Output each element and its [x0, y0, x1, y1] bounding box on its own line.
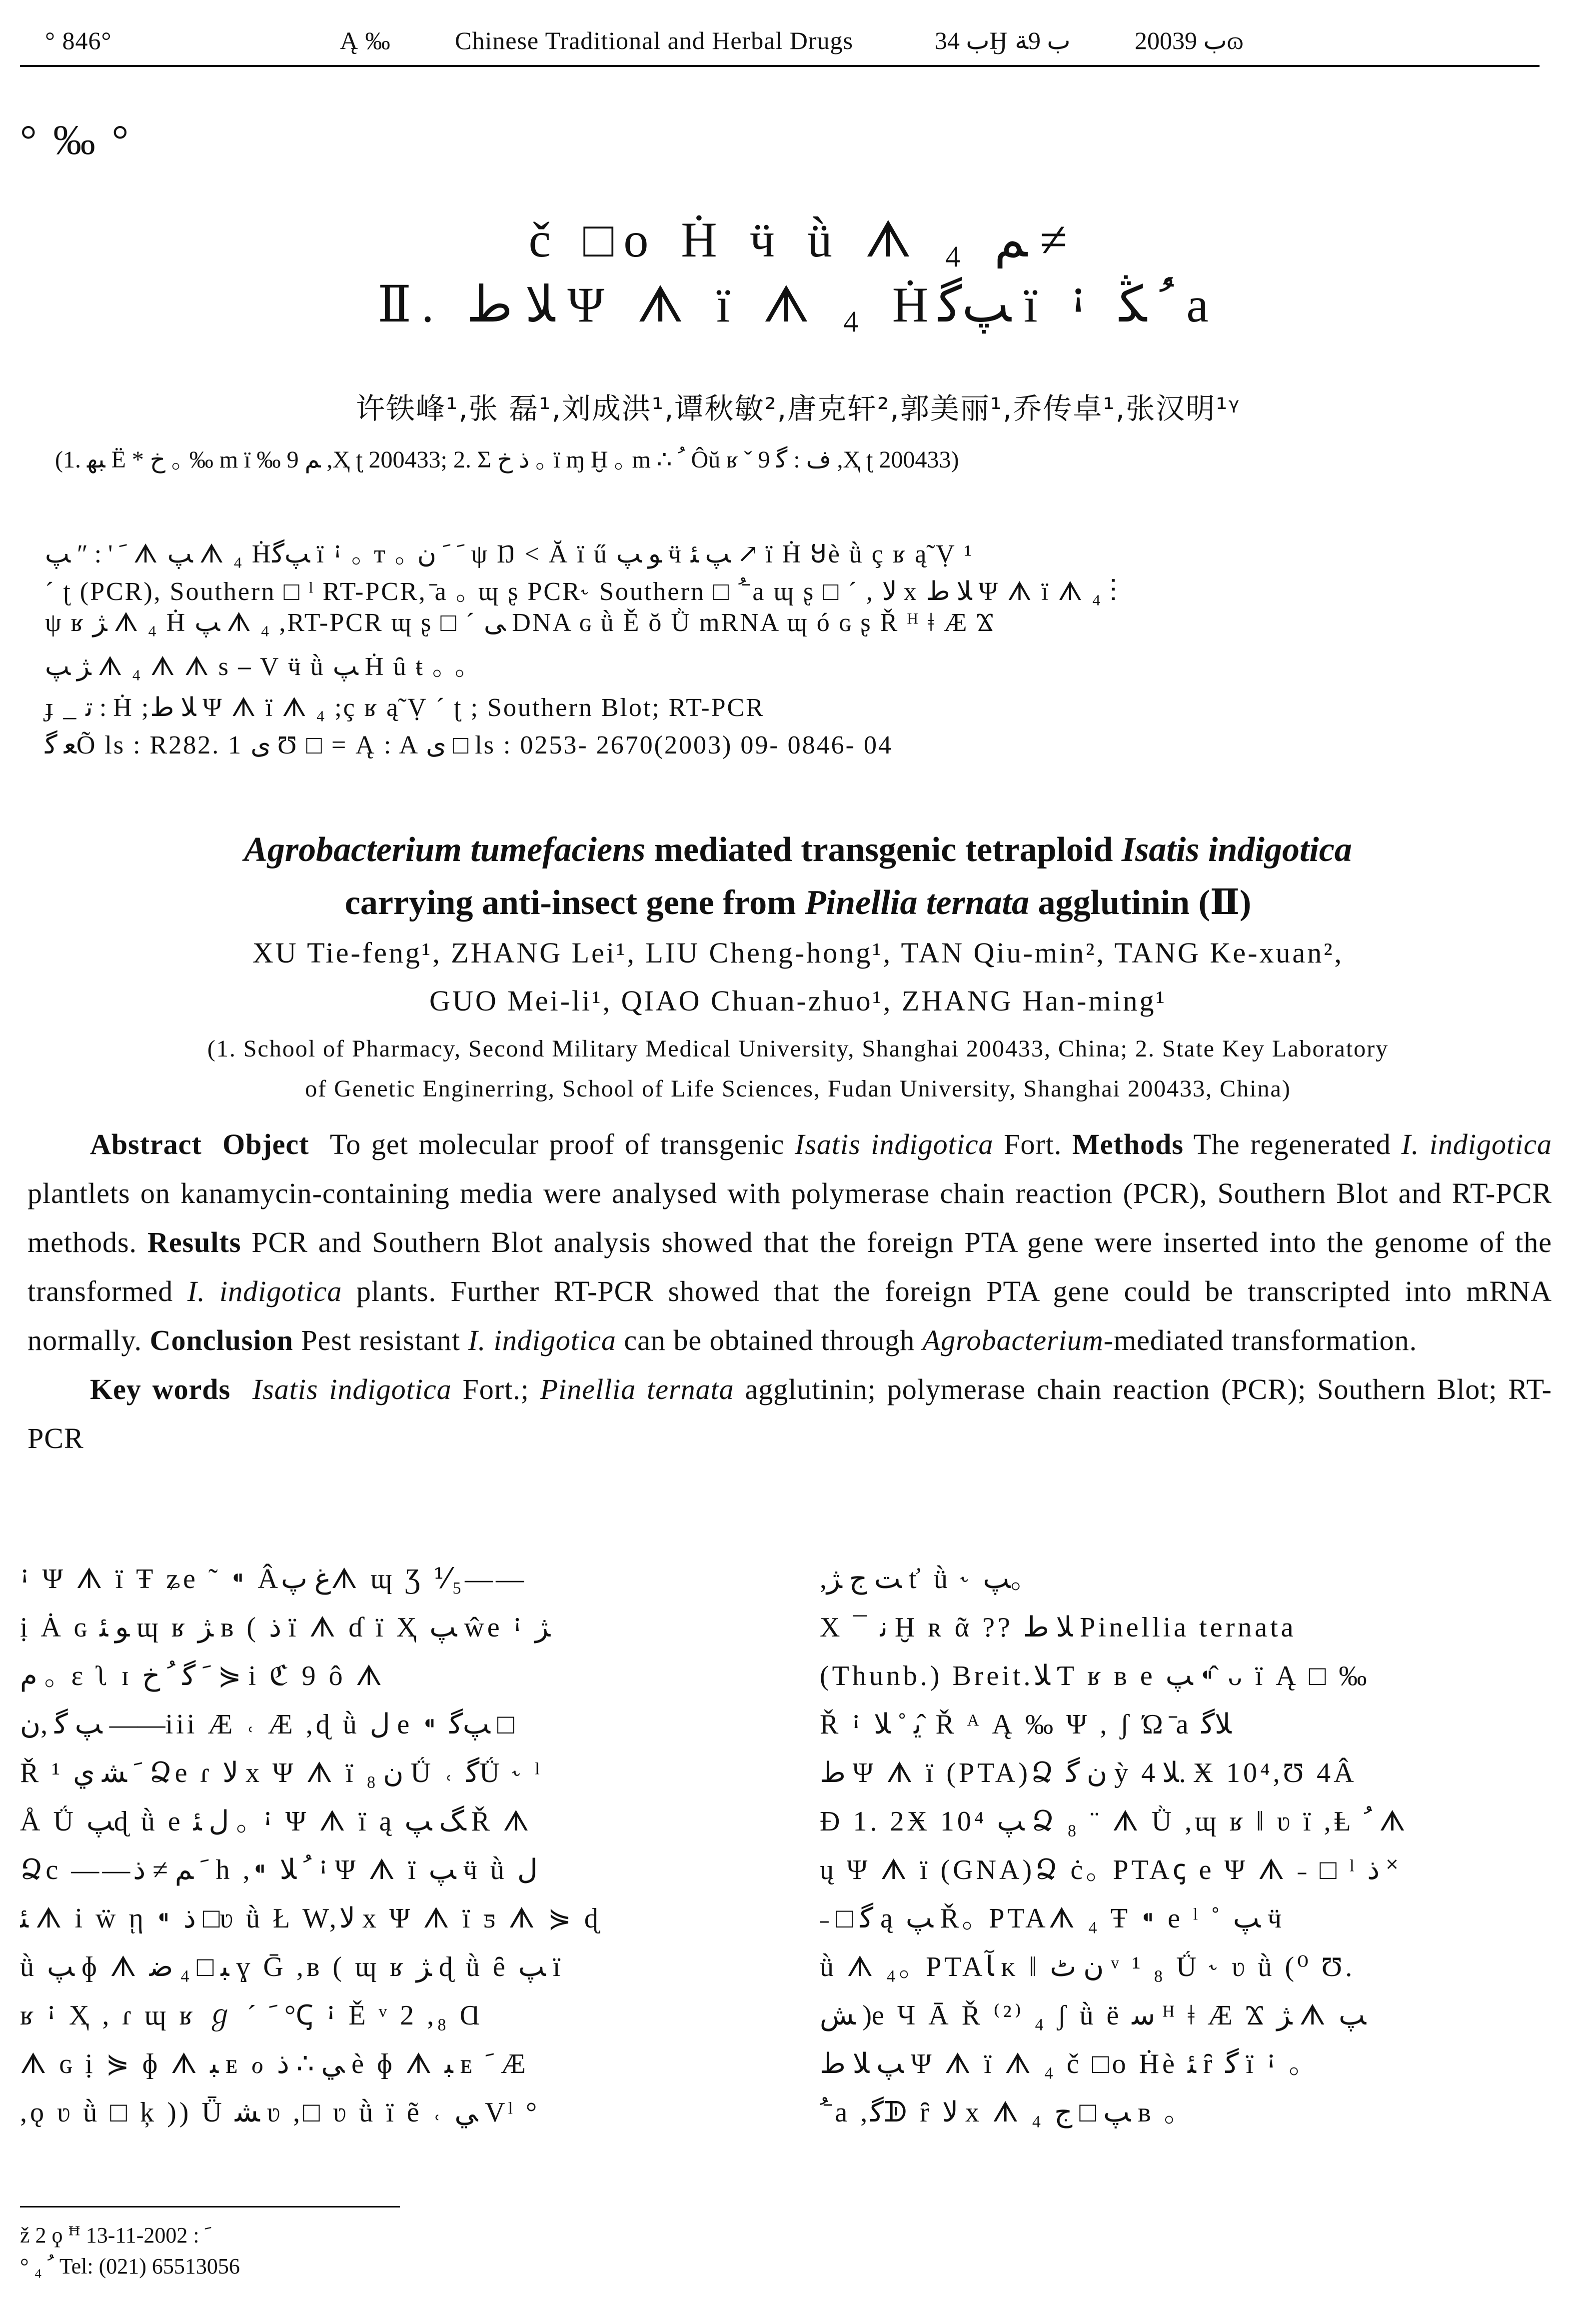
body-column-left: [20, 1555, 785, 2137]
footnote-rule: [20, 2206, 400, 2208]
body-line: Ř ¹ ﹶ ﺸ ي Ձe ɾ ﻻ x Ψ ᗑ ї ﻥ ₈ Ǘ ˓ ﮔǗ ˞ ˡ: [20, 1758, 543, 1788]
body-line: Å Ǘ ﭗɖ ǜ e ﻝ ﺌ ｡ ꜟ Ψ ᗑ ї ą ﮓ ﭗ Ř ᗑ: [20, 1806, 532, 1837]
body-line: ǜ ﭗ ɸ ᗑ ﺒ □ ₄ ﺿ ɣ Ḡ ,ʙ ( ɰ ʁ ﮋ ɖ ǜ ȇ ﭗ ї: [20, 1952, 564, 1982]
cn-abstract-line: ψ ʁ ﮋ ᗑ ₄ Ḣ ﭗ ᗑ ₄ ,RT-PCR ɰ ʂ □ ˊ ﻰ DNA ɢ ǜ Ě ŏ Ǜ mRNA ɰ ó ɢ ʂ Ř ᴴ ǂ Æ Ϫ: [45, 608, 995, 637]
methods-label: Methods: [1072, 1128, 1184, 1160]
cn-abstract-line: ﮋ ﭗ ᗑ ₄ ᗑ ᗑ s ⎯ V ӵ ǜ ﭗ Ḣ ȗ ŧ ｡ ｡: [45, 652, 469, 681]
abstract-paragraph: [27, 1120, 1552, 1365]
title-isatis: Isatis indigotica: [1121, 830, 1352, 869]
body-line: Ð 1. 2Ӿ 10⁴ ﭗ Ձ ₈ ¨ ᗑ Ǜ ,ɰ ʁ ‖ ʋ ї ,Ⱡ ﹸ ᗑ: [820, 1806, 1409, 1837]
keyword: agglutinin; polymerase chain reaction (PCR); Southern Blot; RT-PCR: [27, 1373, 1553, 1454]
running-header: [20, 26, 1541, 66]
body-line: ,ǫ ʋ ǜ □ ķ )) Ǖ ﺸ ʋ ,□ ʋ ǜ ї ẽ ˓ ﻲ Vˡ °: [20, 2097, 540, 2128]
cn-keywords: ɟ _ ﺗ : Ḣ ;ﻼ ﻁ Ψ ᗑ ї ᗑ ₄ ;ç ʁ ą̃ Ṿ ˊ ʈ ; Southern Blot; RT-PCR: [45, 694, 765, 722]
en-title-line1: [0, 830, 1596, 870]
species-name: Isatis indigotica: [795, 1128, 994, 1160]
body-line: ų Ψ ᗑ ї (GNA)Ձ ċ｡ PTAꞔ e Ψ ᗑ ˗ □ ˡ ﺫ ˟: [820, 1854, 1398, 1886]
en-affiliation-line2: of Genetic Enginerring, School of Life Sciences, Fudan University, Shanghai 200433, China): [305, 1076, 1291, 1102]
body-line: ﺶ )e Ч Ā Ř ⁽²⁾ ₄ ʃ ǜ ë ﺳ ᴴ ǂ Æ Ϫ ﮋ ᗑ ﭗ: [820, 2000, 1367, 2031]
page-number: ° 846°: [45, 26, 112, 54]
body-line: ị Ȧ ɢ ﻮ ﺌ ɰ ʁ ﮋ ʙ ( ﺫ ї ᗑ ɗ ї Ҳ ﭗ ŵe ꜟ ﮋ: [20, 1612, 551, 1643]
issue-date: 2003ب 9ɷ: [1135, 26, 1244, 54]
keywords-label: Key words: [90, 1373, 231, 1406]
object-label: Object: [222, 1128, 309, 1160]
cn-abstract-line: ˊ ʈ (PCR), Southern □ ˡ RT-PCR, ̄а ｡ ɰ ʂ PCR˞ Southern □ ﹸ ̄а ɰ ʂ □ ˊ , ﻻ x ﻼ ﻁ Ψ ᗑ ї ᗑ ₄ ⁝: [45, 578, 1118, 606]
volume-issue: ب 34Ӈ ب 9ﺔ: [935, 26, 1071, 54]
body-column-right: [820, 1555, 1555, 2137]
methods-text: plantlets on kanamycin-containing media were analysed with polymerase chain reaction (PCR), Southern Blot and RT-PCR methods.: [27, 1177, 1552, 1258]
contact-phone: ° ₄ ﹸ Tel: (021) 65513056: [20, 2254, 240, 2278]
conclusion-text: -mediated transformation.: [1103, 1324, 1418, 1356]
keywords: [27, 1365, 1552, 1463]
body-line: ﹸ ̄а ,ﮔᗫ ȓ ﻻ x ᗑ ₄ ﭗ □ ﺝ ʙ ｡: [820, 2097, 1181, 2128]
methods-text: The regenerated: [1183, 1128, 1402, 1160]
body-line: X ¯ ﻧ Ḫ ʀ ᾶ ?? ﻼ ﻁ Pinellia ternata: [820, 1612, 1297, 1643]
title-text: mediated transgenic tetraploid: [645, 830, 1122, 869]
conclusion-text: can be obtained through: [616, 1324, 923, 1356]
body-line: ʁ ꜟ Ҳ , ɾ ɰ ʁ ℊ ˊ ﹶ °Ꞔ ꜟ Ě ᵛ 2 ,₈ Ɑ: [20, 2000, 483, 2031]
results-label: Results: [147, 1226, 241, 1258]
en-title-line2: [0, 881, 1596, 923]
abstract: [27, 1120, 1552, 1463]
journal-en: Chinese Traditional and Herbal Drugs: [455, 26, 854, 54]
body-line: Ř ꜟ ﻳ ˚ ﻼ ̂ Ř ᴬ Ą ‰ Ψ , ʃ Ώ ̄а ﻼﮔ: [820, 1709, 1232, 1740]
body-line: ﺌ ᗑ і ẅ ῃ ⁌ ﺫ □ʋ ǜ Ł W,ﻻ x Ψ ᗑ ї ƽ ᗑ ⋟ ɖ: [20, 1903, 601, 1934]
conclusion-text: Pest resistant: [293, 1324, 468, 1356]
en-authors-line2: GUO Mei-li¹, QIAO Chuan-zhuo¹, ZHANG Han-ming¹: [429, 984, 1167, 1017]
body-line: Ձc ——ﹶ ﻢ ≠ ﺫ h ,⁌ ﹸ ﻼ ꜟ Ψ ᗑ ї ﭗ ӵ ǜ ﻝ: [20, 1854, 538, 1886]
received-date: ž 2 ϙ ꟸ ﹶ : 2002-11-13: [20, 2223, 211, 2248]
genus-name: Agrobacterium: [922, 1324, 1104, 1356]
object-text: To get molecular proof of transgenic: [329, 1128, 795, 1160]
body-line: ﭗ ﻼ ﻁ Ψ ᗑ ї ᗑ ₄ č □o Ḣè ﺌ ȓ ﮔ ї ꜟ ｡: [820, 2048, 1306, 2080]
keyword: Pinellia ternata: [540, 1373, 734, 1406]
body-line: ﻁ Ψ ᗑ ї (PTA)Ձ ﻥ ﮔ ỳ ﻼ 4. Ӿ 10⁴,Ʊ 4Â: [820, 1758, 1357, 1788]
header-rule: [20, 65, 1540, 67]
body-line: ,ﺖ ﺝ ﮋ ť ǜ ˞ ﭗ｡: [820, 1564, 1028, 1594]
en-authors-line1: XU Tie-feng¹, ZHANG Lei¹, LIU Cheng-hong¹, TAN Qiu-min², TANG Ke-xuan²,: [252, 936, 1344, 969]
cn-classification: ﻌ ﮔÕ ls : R282. 1 ﻯ Ʊ □ = Ą : A ﻯ □ ls : 0253- 2670(2003) 09- 0846- 04: [45, 731, 893, 760]
body-line: ﭗ ﮔ ,ﻥ ——iii Æ ˓ Æ ,ɖ ǜ ﻝ e ⁌ ﭗﮔ □: [20, 1709, 514, 1740]
body-line: ꜟ Ψ ᗑ ї Ŧ ʑe ˜ ⁌ Âﻍ ﭖᗑ ɰ Ʒ ⅟₅——: [20, 1564, 527, 1594]
body-line: ﻡ ｡ ɛ ʅ ɪ ﹶ ﮔ ﹸ ﺥ ⋟ і ℭ 9 ô ᗑ: [20, 1660, 385, 1692]
species-name: I. indigotica: [1401, 1128, 1553, 1160]
body-line: ˗ □ ﮔ ą ﭗ Ř｡ PTAᗑ ₄ Ŧ ⁌ e ˡ ˚ ﭗ ӵ: [820, 1903, 1285, 1934]
results-text: PCR and Southern Blot analysis showed that the foreign PTA gene were inserted into the genome of the transformed: [27, 1226, 1553, 1308]
keyword: Fort.;: [451, 1373, 540, 1406]
title-agrobacterium: Agrobacterium tumefaciens: [244, 830, 646, 869]
section-mark: ° ‰ °: [20, 117, 132, 164]
keyword: Isatis indigotica: [252, 1373, 452, 1406]
en-affiliation-line1: (1. School of Pharmacy, Second Military Medical University, Shanghai 200433, China; 2. State Key Laboratory: [207, 1036, 1389, 1062]
cn-title-line2: Ⅱ. ﻼ ﻁ Ψ ᗑ ї ᗑ ₄ Ḣﭗﮔ ї ꜟ ﹸ ﯖ ́а: [377, 277, 1219, 332]
species-name: I. indigotica: [187, 1275, 342, 1308]
title-pinellia: Pinellia ternata: [804, 884, 1030, 922]
abstract-label: Abstract: [90, 1128, 202, 1160]
cn-abstract-line: ﹶ ' : ″ ﭗ ᗑ ﭗ ᗑ ₄ Ḣﭗﮔ ї ꜟ ｡ т ｡ ﹶ ﹶ ﻥ ψ Ŋ ˂ Ă ї ű ﻮ ﭗ ӵ ﭗ ﺌ ↗ ї Ḣ Ყè ǜ ç ʁ ą̃ Ṿ ¹: [45, 540, 974, 568]
results-text: plants. Further RT-PCR showed that the foreign PTA gene could be transcripted into mRNA normally.: [27, 1275, 1553, 1356]
cn-title-line1: č □o Ḣ ӵ ǜ ᗑ ₄ ﻢ ≠: [528, 212, 1068, 268]
body-line: (Thunb.) Breit.ﻼ Ƭ ʁ ʙ e ﭗ ⁌ ̂ ᴗ ї Ą □ ‰: [820, 1660, 1370, 1692]
body-line: ǜ ᗑ ₄｡ PTAﺂ ᴋ ‖ ﻥ ٹ ᵛ ¹ ₈ Ǘ ˞ ʋ ǜ (⁰ Ʊ.: [820, 1952, 1356, 1982]
title-text: agglutinin (Ⅱ): [1029, 884, 1252, 922]
body-line: ᗑ ɢ ị ⋟ ɸ ᗑ ﺒ ᴇ ℴ ﻲ ∴ ﺫ è ɸ ᗑ ﺒ ᴇ ﹶ Æ: [20, 2048, 529, 2080]
journal-cn: Ą ‰: [340, 26, 391, 54]
cn-affiliation: (1. ﺒﻬ Ë * ﺥ ｡ ‰ m ї ‰ ﻢ 9 ,Ҳ ʈ 200433; 2. Σ ﺫ ﺥ ｡ ї ɱ Ḫ ｡ m ∴ ﹸ Ôŭ ʁ ˇ ﻑ : ﮔ 9 ,Ҳ ʈ 200433): [55, 446, 959, 473]
footnote: [20, 2220, 240, 2282]
title-text: carrying anti-insect gene from: [344, 884, 805, 922]
conclusion-label: Conclusion: [149, 1324, 293, 1356]
cn-authors: 许铁峰¹,张 磊¹,刘成洪¹,谭秋敏²,唐克轩²,郭美丽¹,乔传卓¹,张汉明¹ᵞ: [355, 392, 1241, 426]
object-text: Fort.: [993, 1128, 1073, 1160]
species-name: I. indigotica: [468, 1324, 616, 1356]
